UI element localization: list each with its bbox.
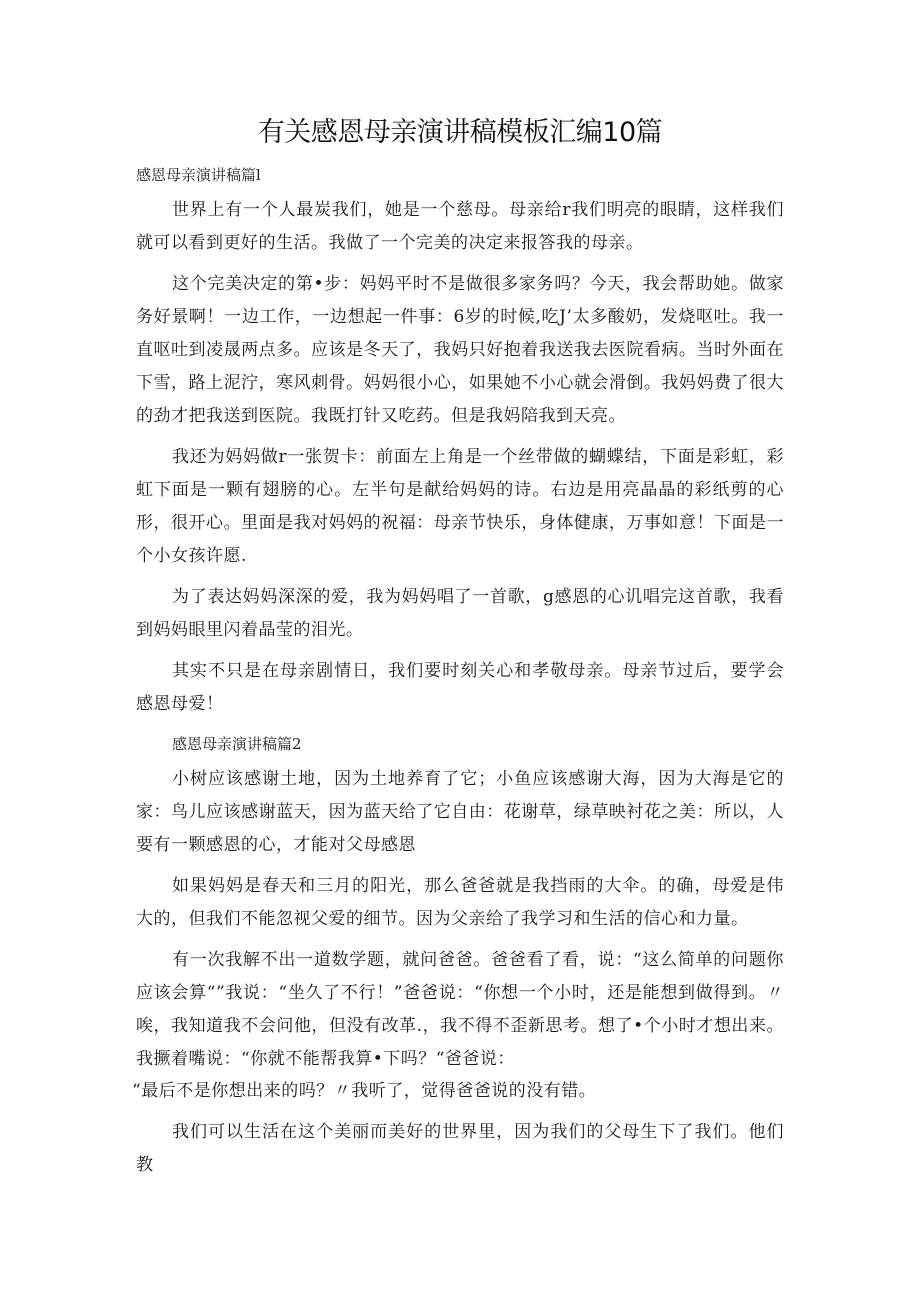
paragraph: 为了表达妈妈深深的爱，我为妈妈唱了一首歌，g感恩的心讥唱完这首歌，我看到妈妈眼里闪着晶莹的泪光。 (136, 587, 784, 640)
paragraph: 其实不只是在母亲剧情日，我们要时刻关心和孝敬母亲。母亲节过后，要学会感恩母爱！ (136, 661, 784, 714)
paragraph: 小树应该感谢土地，因为土地养育了它；小鱼应该感谢大海，因为大海是它的家：鸟儿应该感谢蓝天，因为蓝天给了它自由：花谢草，绿草映衬花之美：所以，人要有一颗感恩的心，才能对父母感恩 (136, 769, 784, 855)
section-heading-1: 感恩母亲演讲稿篇l (136, 166, 261, 184)
document-body (132, 160, 784, 1190)
document-title: 有关感恩母亲演讲稿模板汇编10篇 (257, 117, 663, 148)
paragraph: 这个完美决定的第•步：妈妈平时不是做很多家务吗？今天，我会帮助她。做家务好景啊！一边工作，一边想起一件事：6岁的时候,吃J’太多酸奶，发烧呕吐。我一直呕吐到凌晟两点多。应该是冬天了，我妈只好抱着我送我去医院看病。当时外面在下雪，路上泥泞，寒风刺骨。妈妈很小心，如果她不小心就会滑倒。我妈妈费了很大的劲才把我送到医院。我既打针又吃药。但是我妈陪我到天亮。 (136, 274, 784, 426)
section-heading-2: 感恩母亲演讲稿篇2 (172, 735, 302, 753)
paragraph-continuation: “最后不是你想出来的吗？〃我听了，觉得爸爸说的没有错。 (132, 1081, 597, 1101)
paragraph: 如果妈妈是春天和三月的阳光，那么爸爸就是我挡雨的大伞。的确，母爱是伟大的，但我们不能忽视父爱的细节。因为父亲给了我学习和生活的信心和力量。 (136, 876, 784, 929)
paragraph: 我们可以生活在这个美丽而美好的世界里，因为我们的父母生下了我们。他们教 (136, 1122, 784, 1175)
paragraph: 我还为妈妈做r一张贺卡：前面左上角是一个丝带做的蝴蝶结，下面是彩虹，彩虹下面是一颗有翅膀的心。左半句是献给妈妈的诗。右边是用亮晶晶的彩纸剪的心形，很开心。里面是我对妈妈的祝福：母亲节快乐，身体健康，万事如意！下面是一个小女孩许愿. (136, 447, 784, 566)
paragraph: 有一次我解不出一道数学题，就问爸爸。爸爸看了看，说：“这么简单的问题你应该会算“”我说：“坐久了不行！”爸爸说：“你想一个小时，还是能想到做得到。〃唉，我知道我不会问他，但没有改革.，我不得不歪新思考。想了•个小时才想出来。我撅着嘴说：“你就不能帮我算•下吗？“爸爸说： (136, 950, 784, 1069)
paragraph: 世界上有一个人最炭我们，她是一个慈母。母亲给r我们明亮的眼睛，这样我们就可以看到更好的生活。我做了一个完美的决定来报答我的母亲。 (136, 200, 784, 253)
